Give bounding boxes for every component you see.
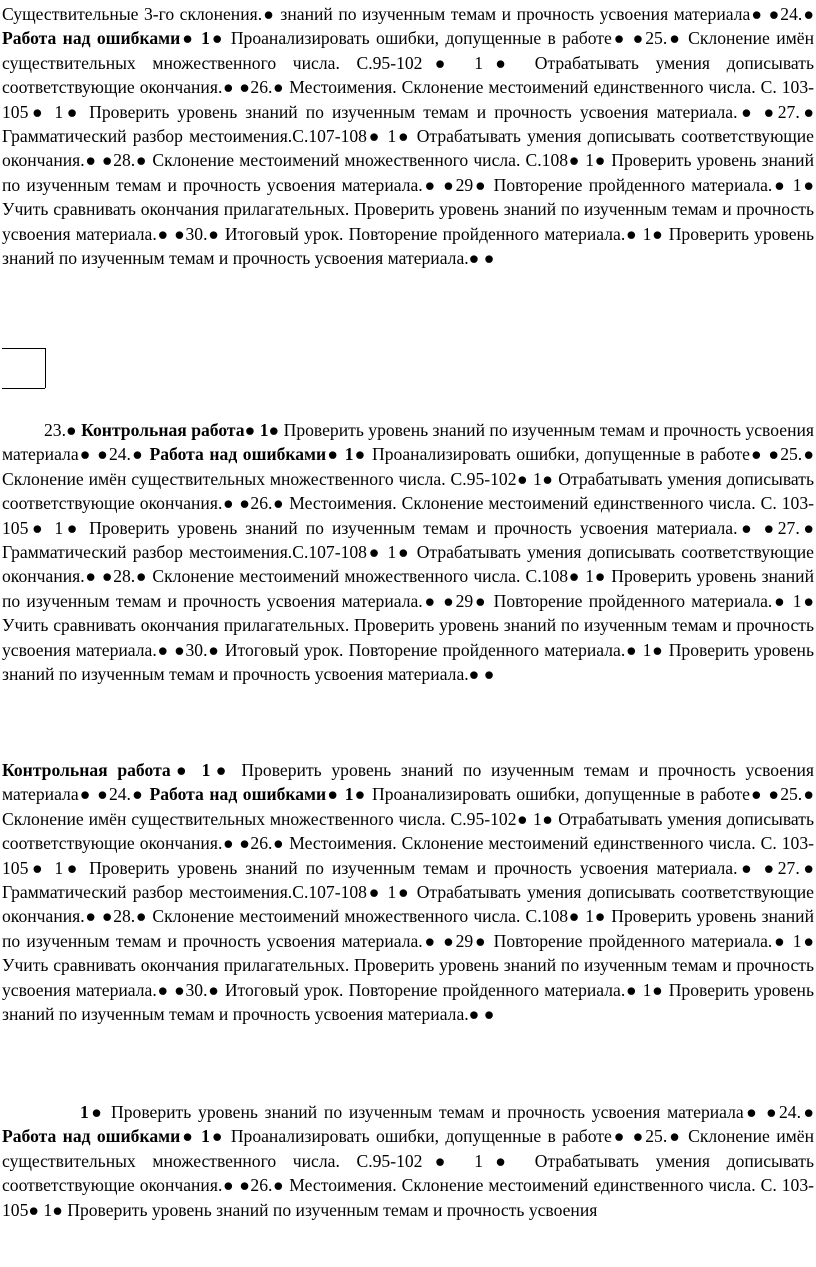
table-right-border [45, 348, 46, 388]
table-bottom-border [2, 388, 45, 389]
table-fragment [2, 344, 814, 418]
paragraph-1: Существительные 3-го склонения.● знаний по изученным темам и прочность усвоения материала● ●24.● Работа над ошибками● 1● Проанализировать ошибки, допущенные в работе● ●25.● Склонение имён существительных множественного числа. С.95-102● 1● Отрабатывать умения дописывать соответствующие окончания.● ●26.● Местоимения. Склонение местоимений единственного числа. С. 103-105● 1● Проверить уровень знаний по изученным темам и прочность усвоения материала.● ●27.● Грамматический разбор местоимения.С.107-108● 1● Отрабатывать умения дописывать соответствующие окончания.● ●28.● Склонение местоимений множественного числа. С.108● 1● Проверить уровень знаний по изученным темам и прочность усвоения материала.● ●29● Повторение пройденного материала.● 1● Учить сравнивать окончания прилагательных. Проверить уровень знаний по изученным темам и прочность усвоения материала.● ●30.● Итоговый урок. Повторение пройденного материала.● 1● Проверить уровень знаний по изученным темам и прочность усвоения материала.● ● [2, 4, 814, 269]
paragraph-4: 1● Проверить уровень знаний по изученным темам и прочность усвоения материала● ●24.● Работа над ошибками● 1● Проанализировать ошибки, допущенные в работе● ●25.● Склонение имён существительных множественного числа. С.95-102● 1● Отрабатывать умения дописывать соответствующие окончания.● ●26.● Местоимения. Склонение местоимений единственного числа. С. 103-105● 1● Проверить уровень знаний по изученным темам и прочность усвоения [2, 1102, 814, 1220]
paragraph-2: 23.● Контрольная работа● 1● Проверить уровень знаний по изученным темам и прочность усвоения материала● ●24.● Работа над ошибками● 1● Проанализировать ошибки, допущенные в работе● ●25.● Склонение имён существительных множественного числа. С.95-102● 1● Отрабатывать умения дописывать соответствующие окончания.● ●26.● Местоимения. Склонение местоимений единственного числа. С. 103-105● 1● Проверить уровень знаний по изученным темам и прочность усвоения материала.● ●27.● Грамматический разбор местоимения.С.107-108● 1● Отрабатывать умения дописывать соответствующие окончания.● ●28.● Склонение местоимений множественного числа. С.108● 1● Проверить уровень знаний по изученным темам и прочность усвоения материала.● ●29● Повторение пройденного материала.● 1● Учить сравнивать окончания прилагательных. Проверить уровень знаний по изученным темам и прочность усвоения материала.● ●30.● Итоговый урок. Повторение пройденного материала.● 1● Проверить уровень знаний по изученным темам и прочность усвоения материала.● ● [2, 420, 814, 685]
paragraph-3: Контрольная работа● 1● Проверить уровень знаний по изученным темам и прочность усвоения материала● ●24.● Работа над ошибками● 1● Проанализировать ошибки, допущенные в работе● ●25.● Склонение имён существительных множественного числа. С.95-102● 1● Отрабатывать умения дописывать соответствующие окончания.● ●26.● Местоимения. Склонение местоимений единственного числа. С. 103-105● 1● Проверить уровень знаний по изученным темам и прочность усвоения материала.● ●27.● Грамматический разбор местоимения.С.107-108● 1● Отрабатывать умения дописывать соответствующие окончания.● ●28.● Склонение местоимений множественного числа. С.108● 1● Проверить уровень знаний по изученным темам и прочность усвоения материала.● ●29● Повторение пройденного материала.● 1● Учить сравнивать окончания прилагательных. Проверить уровень знаний по изученным темам и прочность усвоения материала.● ●30.● Итоговый урок. Повторение пройденного материала.● 1● Проверить уровень знаний по изученным темам и прочность усвоения материала.● ● [2, 760, 814, 1025]
table-top-border [2, 348, 45, 349]
